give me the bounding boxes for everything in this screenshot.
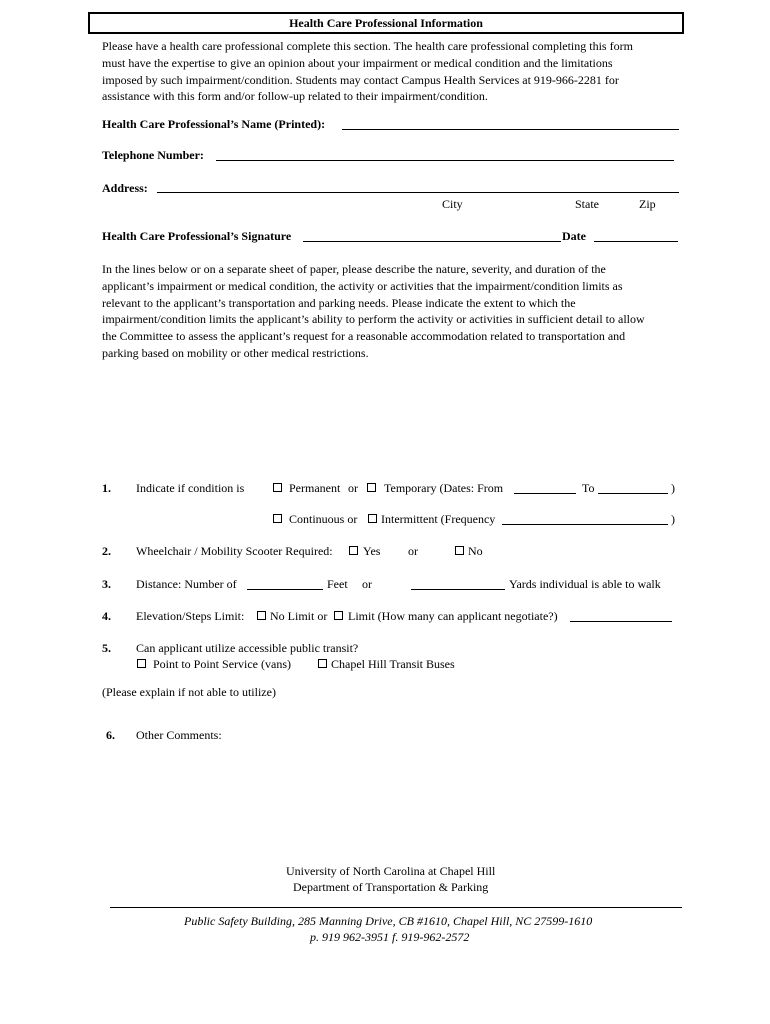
- or-text: or: [362, 577, 372, 591]
- q1-number: 1.: [102, 481, 111, 495]
- yes-label: Yes: [363, 544, 381, 558]
- steps-field[interactable]: [570, 621, 672, 622]
- phone-label: Telephone Number:: [102, 148, 204, 162]
- footer-dept: Department of Transportation & Parking: [293, 880, 489, 894]
- explain-note: (Please explain if not able to utilize): [102, 685, 276, 699]
- name-label: Health Care Professional’s Name (Printed):: [102, 117, 326, 131]
- date-field[interactable]: [594, 241, 678, 242]
- yards-field[interactable]: [411, 589, 505, 590]
- q5-number: 5.: [102, 641, 111, 655]
- phone-field[interactable]: [216, 160, 674, 161]
- permanent-checkbox[interactable]: [273, 483, 282, 492]
- feet-field[interactable]: [247, 589, 323, 590]
- description-paragraph: [102, 261, 645, 362]
- footer-divider: [110, 907, 682, 908]
- address-field[interactable]: [157, 192, 679, 193]
- yes-checkbox[interactable]: [349, 546, 358, 555]
- temporary-label: Temporary (Dates: From: [384, 481, 504, 495]
- feet-label: Feet: [327, 577, 348, 591]
- intro-line: Please have a health care professional complete this section. The health care professional completing this form: [102, 39, 633, 53]
- state-caption: State: [575, 197, 599, 211]
- q4-label: Elevation/Steps Limit:: [136, 609, 245, 623]
- q4-number: 4.: [102, 609, 111, 623]
- close-paren: ): [671, 512, 675, 526]
- zip-caption: Zip: [639, 197, 656, 211]
- q2-label: Wheelchair / Mobility Scooter Required:: [136, 544, 333, 558]
- transit-buses-checkbox[interactable]: [318, 659, 327, 668]
- or-text: or: [348, 481, 358, 495]
- footer-address: Public Safety Building, 285 Manning Drive, CB #1610, Chapel Hill, NC 27599-1610: [184, 914, 593, 928]
- continuous-checkbox[interactable]: [273, 514, 282, 523]
- description-line: the Committee to assess the applicant’s request for a reasonable accommodation related to transportation and: [102, 329, 626, 344]
- intro-line: imposed by such impairment/condition. Students may contact Campus Health Services at 919-966-2281 for: [102, 72, 619, 87]
- q6-label: Other Comments:: [136, 728, 222, 742]
- footer-phone: p. 919 962-3951 f. 919-962-2572: [310, 930, 470, 944]
- description-line: parking based on mobility or other medical restrictions.: [102, 345, 369, 360]
- address-label: Address:: [102, 181, 148, 195]
- frequency-field[interactable]: [502, 524, 668, 525]
- point-to-point-label: Point to Point Service (vans): [153, 657, 291, 671]
- no-label: No: [468, 544, 483, 558]
- limit-label: Limit (How many can applicant negotiate?): [348, 609, 558, 623]
- q5-label: Can applicant utilize accessible public transit?: [136, 641, 359, 655]
- intermittent-checkbox[interactable]: [368, 514, 377, 523]
- yards-label: Yards individual is able to walk: [509, 577, 661, 591]
- close-paren: ): [671, 481, 675, 495]
- intermittent-label: Intermittent (Frequency: [381, 512, 496, 526]
- no-limit-label: No Limit or: [270, 609, 328, 623]
- description-line: impairment/condition limits the applicant’s ability to perform the activity or activities in sufficient detail to allow: [102, 312, 645, 327]
- intro-line: must have the expertise to give an opinion about your impairment or medical condition and the limitations: [102, 55, 613, 70]
- intro-line: assistance with this form and/or follow-up related to their impairment/condition.: [102, 89, 488, 104]
- permanent-label: Permanent: [289, 481, 341, 495]
- city-caption: City: [442, 197, 463, 211]
- no-limit-checkbox[interactable]: [257, 611, 266, 620]
- footer-org: University of North Carolina at Chapel Hill: [286, 864, 496, 878]
- signature-label: Health Care Professional’s Signature: [102, 229, 292, 243]
- point-to-point-checkbox[interactable]: [137, 659, 146, 668]
- transit-buses-label: Chapel Hill Transit Buses: [331, 657, 455, 671]
- limit-checkbox[interactable]: [334, 611, 343, 620]
- intro-paragraph: [102, 38, 633, 105]
- no-checkbox[interactable]: [455, 546, 464, 555]
- signature-field[interactable]: [303, 241, 561, 242]
- q6-number: 6.: [106, 728, 115, 742]
- or-text: or: [408, 544, 418, 558]
- date-label: Date: [562, 229, 586, 243]
- name-field[interactable]: [342, 129, 679, 130]
- temporary-checkbox[interactable]: [367, 483, 376, 492]
- q2-number: 2.: [102, 544, 111, 558]
- description-line: relevant to the applicant’s transportation and parking needs. Please indicate the extent to which the: [102, 295, 576, 310]
- to-date-field[interactable]: [598, 493, 668, 494]
- description-line: In the lines below or on a separate sheet of paper, please describe the nature, severity, and duration of the: [102, 262, 606, 276]
- to-label: To: [582, 481, 595, 495]
- from-date-field[interactable]: [514, 493, 576, 494]
- description-line: applicant’s impairment or medical condition, the activity or activities that the impairment/condition limits as: [102, 278, 623, 293]
- section-title: Health Care Professional Information: [88, 12, 684, 34]
- q3-number: 3.: [102, 577, 111, 591]
- q3-label: Distance: Number of: [136, 577, 237, 591]
- continuous-label: Continuous or: [289, 512, 358, 526]
- q1-label: Indicate if condition is: [136, 481, 245, 495]
